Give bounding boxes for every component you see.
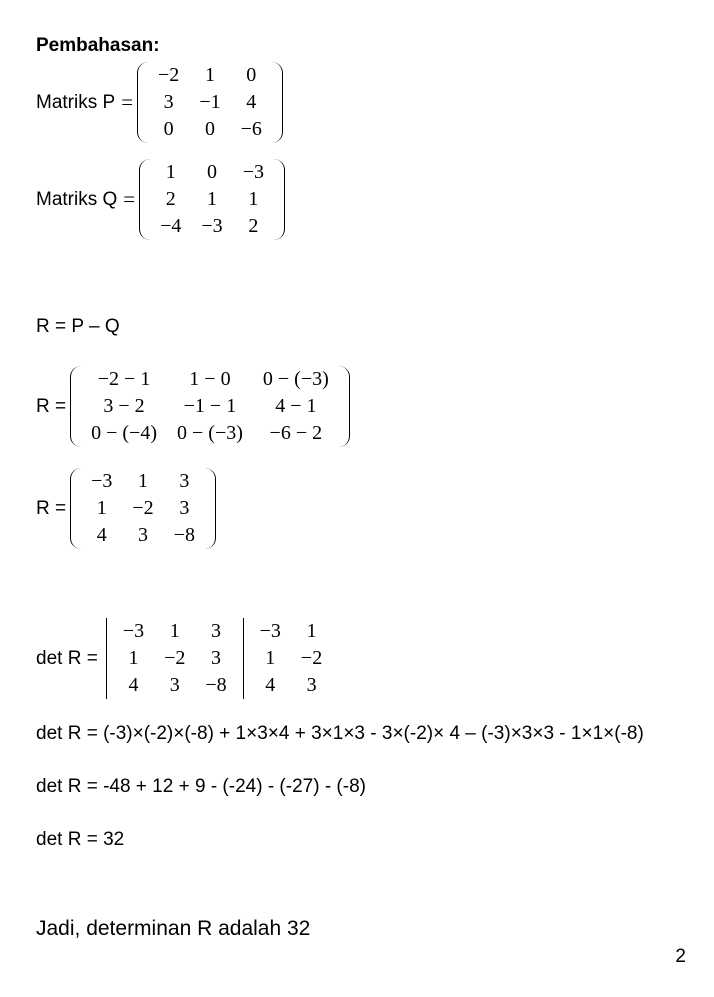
cell: 1 xyxy=(165,161,176,183)
cell: 0 − (−3) xyxy=(262,368,329,390)
cell: 1 xyxy=(128,647,139,669)
cell: −3 xyxy=(201,215,223,237)
det-main-matrix xyxy=(113,618,237,699)
matrix-p xyxy=(148,62,272,143)
matrix-q-equation xyxy=(36,159,285,240)
right-paren xyxy=(274,159,285,240)
cell: −1 xyxy=(199,91,221,113)
cell: 0 xyxy=(204,118,215,140)
r-expanded-label: R = xyxy=(36,395,67,417)
det-result-line: det R = 32 xyxy=(36,829,125,850)
left-paren xyxy=(139,159,150,240)
cell: 4 xyxy=(96,524,107,546)
cell: 0 xyxy=(246,64,257,86)
det-values-line: det R = -48 + 12 + 9 - (-24) - (-27) - (-8) xyxy=(36,776,366,797)
cell: 3 xyxy=(138,524,149,546)
cell: 3 xyxy=(163,91,174,113)
heading: Pembahasan: xyxy=(36,35,160,56)
cell: 1 xyxy=(248,188,259,210)
right-paren xyxy=(339,366,350,447)
right-paren xyxy=(205,468,216,549)
cell: 0 − (−4) xyxy=(91,422,157,444)
cell: −4 xyxy=(160,215,182,237)
cell: 2 xyxy=(248,215,259,237)
cell: 0 xyxy=(207,161,218,183)
cell: 3 xyxy=(211,647,221,669)
cell: −3 xyxy=(242,161,264,183)
det-extra-columns xyxy=(250,618,333,699)
det-bar-left xyxy=(106,618,107,699)
cell: 0 − (−3) xyxy=(177,422,243,444)
r-result-equation xyxy=(36,468,216,549)
r-result-matrix xyxy=(81,468,205,549)
cell: 3 xyxy=(306,674,317,696)
matrix-p-label: Matriks P xyxy=(36,91,116,113)
cell: 1 xyxy=(204,64,215,86)
cell: −8 xyxy=(205,674,227,696)
det-sarrus-label: det R = xyxy=(36,647,98,669)
cell: 3 xyxy=(179,470,190,492)
cell: 3 xyxy=(169,674,180,696)
cell: 1 xyxy=(306,620,317,642)
left-paren xyxy=(70,468,81,549)
cell: −6 − 2 xyxy=(269,422,323,444)
page-number: 2 xyxy=(675,946,686,967)
cell: 3 − 2 xyxy=(103,395,145,417)
matrix-q-label: Matriks Q xyxy=(36,188,118,210)
r-expanded-matrix xyxy=(81,366,339,447)
equals-sign: = xyxy=(123,187,136,211)
matrix-q xyxy=(150,159,274,240)
cell: 3 xyxy=(211,620,221,642)
cell: −3 xyxy=(259,620,281,642)
cell: 1 xyxy=(265,647,276,669)
cell: 0 xyxy=(163,118,174,140)
r-result-label: R = xyxy=(36,497,67,519)
cell: 2 xyxy=(165,188,176,210)
conclusion: Jadi, determinan R adalah 32 xyxy=(36,917,311,940)
r-definition: R = P – Q xyxy=(36,316,120,337)
left-paren xyxy=(137,62,148,143)
cell: −3 xyxy=(91,470,113,492)
cell: −2 xyxy=(164,647,186,669)
cell: 4 xyxy=(246,91,257,113)
cell: 1 xyxy=(96,497,107,519)
cell: −2 − 1 xyxy=(97,368,151,390)
cell: 1 xyxy=(169,620,180,642)
det-sarrus-equation xyxy=(36,618,332,699)
matrix-p-equation xyxy=(36,62,283,143)
cell: −2 xyxy=(132,497,154,519)
cell: −1 − 1 xyxy=(183,395,237,417)
cell: 1 xyxy=(207,188,218,210)
cell: −2 xyxy=(158,64,180,86)
cell: −6 xyxy=(240,118,262,140)
cell: 1 − 0 xyxy=(189,368,231,390)
cell: 1 xyxy=(138,470,149,492)
equals-sign: = xyxy=(121,90,134,114)
right-paren xyxy=(272,62,283,143)
det-bar-right xyxy=(243,618,244,699)
cell: 3 xyxy=(179,497,190,519)
r-expanded-equation xyxy=(36,366,350,447)
det-expansion-line: det R = (-3)×(-2)×(-8) + 1×3×4 + 3×1×3 - 3×(-2)× 4 – (-3)×3×3 - 1×1×(-8) xyxy=(36,723,644,744)
cell: −3 xyxy=(122,620,145,642)
cell: −2 xyxy=(300,647,323,669)
cell: 4 − 1 xyxy=(275,395,317,417)
left-paren xyxy=(70,366,81,447)
cell: 4 xyxy=(128,674,139,696)
cell: −8 xyxy=(173,524,195,546)
cell: 4 xyxy=(265,674,276,696)
